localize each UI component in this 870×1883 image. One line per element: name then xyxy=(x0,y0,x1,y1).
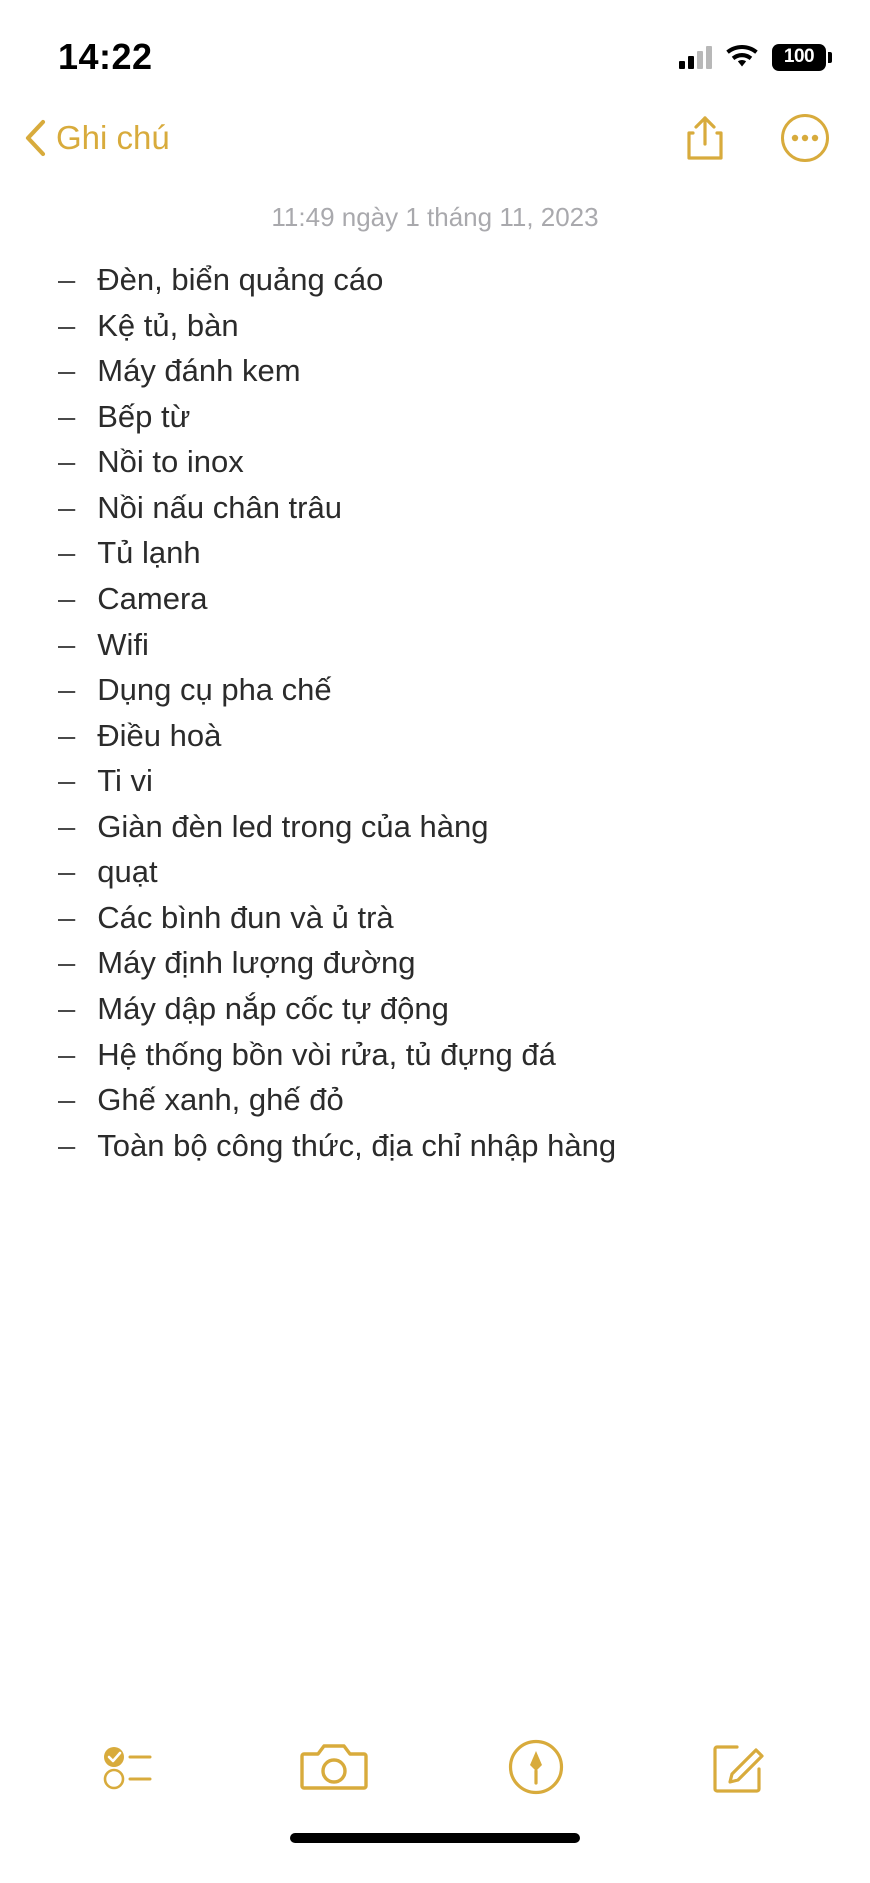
chevron-left-icon xyxy=(24,119,46,157)
bullet-dash: – xyxy=(58,1082,76,1118)
bullet-dash: – xyxy=(58,262,76,297)
battery-icon xyxy=(772,44,826,71)
list-item-text: Các bình đun và ủ trà xyxy=(97,899,394,935)
nav-actions xyxy=(680,113,830,163)
list-item-text: Giàn đèn led trong của hàng xyxy=(97,808,489,844)
bullet-dash: – xyxy=(58,808,76,844)
compose-button[interactable] xyxy=(704,1732,774,1802)
checklist-icon xyxy=(100,1742,162,1792)
bullet-dash: – xyxy=(58,626,76,662)
list-item[interactable] xyxy=(58,940,812,986)
status-time: 14:22 xyxy=(58,36,153,77)
list-item[interactable] xyxy=(58,667,812,713)
list-item-text: Dụng cụ pha chế xyxy=(97,672,332,708)
list-item[interactable] xyxy=(58,713,812,759)
list-item[interactable] xyxy=(58,1032,812,1078)
more-ellipsis-icon xyxy=(780,113,830,163)
status-indicators xyxy=(679,44,826,71)
bullet-dash: – xyxy=(58,899,76,935)
list-item-text: Kệ tủ, bàn xyxy=(97,307,239,343)
note-list[interactable] xyxy=(0,257,870,1168)
bullet-dash: – xyxy=(58,854,76,890)
bullet-dash: – xyxy=(58,353,76,389)
bullet-dash: – xyxy=(58,763,76,799)
camera-icon xyxy=(300,1740,368,1794)
list-item[interactable] xyxy=(58,849,812,895)
list-item-text: Toàn bộ công thức, địa chỉ nhập hàng xyxy=(97,1127,617,1163)
list-item[interactable] xyxy=(58,895,812,941)
list-item-text: Máy định lượng đường xyxy=(97,945,416,981)
more-options-button[interactable] xyxy=(780,113,830,163)
list-item-text: Điều hoà xyxy=(97,717,222,753)
list-item-text: Hệ thống bồn vòi rửa, tủ đựng đá xyxy=(97,1036,556,1072)
list-item[interactable] xyxy=(58,986,812,1032)
bullet-dash: – xyxy=(58,1127,76,1163)
bullet-dash: – xyxy=(58,444,76,480)
home-indicator-area xyxy=(0,1827,870,1883)
list-item[interactable] xyxy=(58,530,812,576)
share-button[interactable] xyxy=(680,113,730,163)
bullet-dash: – xyxy=(58,672,76,708)
bullet-dash: – xyxy=(58,717,76,753)
list-item[interactable] xyxy=(58,576,812,622)
wifi-icon xyxy=(726,45,758,69)
bullet-dash: – xyxy=(58,535,76,571)
status-bar xyxy=(0,0,870,96)
list-item-text: Máy dập nắp cốc tự động xyxy=(97,991,449,1026)
list-item[interactable] xyxy=(58,485,812,531)
list-item-text: Camera xyxy=(97,580,208,616)
list-item[interactable] xyxy=(58,758,812,804)
bullet-dash: – xyxy=(58,945,76,981)
note-content[interactable] xyxy=(0,180,870,1707)
list-item-text: Ghế xanh, ghế đỏ xyxy=(97,1082,344,1118)
list-item-text: Wifi xyxy=(97,626,149,662)
list-item[interactable] xyxy=(58,622,812,668)
bullet-dash: – xyxy=(58,398,76,434)
list-item-text: Ti vi xyxy=(97,763,153,799)
navigation-bar xyxy=(0,96,870,180)
compose-icon xyxy=(711,1739,767,1795)
back-button-label: Ghi chú xyxy=(56,119,170,156)
list-item-text: Bếp từ xyxy=(97,398,191,434)
bullet-dash: – xyxy=(58,991,76,1026)
markup-pen-icon xyxy=(508,1739,564,1795)
list-item-text: Nồi nấu chân trâu xyxy=(97,489,342,525)
list-item-text: Nồi to inox xyxy=(97,444,244,480)
list-item-text: Máy đánh kem xyxy=(97,353,301,389)
checklist-button[interactable] xyxy=(96,1732,166,1802)
battery-percent: 100 xyxy=(783,46,815,67)
markup-button[interactable] xyxy=(501,1732,571,1802)
list-item[interactable] xyxy=(58,1123,812,1169)
list-item-text: Đèn, biển quảng cáo xyxy=(97,262,384,297)
list-item[interactable] xyxy=(58,257,812,303)
list-item[interactable] xyxy=(58,303,812,349)
share-icon xyxy=(685,114,725,162)
list-item[interactable] xyxy=(58,394,812,440)
note-timestamp: 11:49 ngày 1 tháng 11, 2023 xyxy=(271,202,599,232)
bullet-dash: – xyxy=(58,489,76,525)
list-item[interactable] xyxy=(58,348,812,394)
cellular-signal-icon xyxy=(679,45,712,69)
bullet-dash: – xyxy=(58,1036,76,1072)
list-item[interactable] xyxy=(58,1077,812,1123)
camera-button[interactable] xyxy=(299,1732,369,1802)
bottom-toolbar xyxy=(0,1707,870,1827)
list-item[interactable] xyxy=(58,439,812,485)
list-item-text: quạt xyxy=(97,854,158,890)
back-button[interactable] xyxy=(24,119,170,157)
bullet-dash: – xyxy=(58,307,76,343)
home-indicator[interactable] xyxy=(290,1833,580,1843)
bullet-dash: – xyxy=(58,580,76,616)
list-item[interactable] xyxy=(58,804,812,850)
list-item-text: Tủ lạnh xyxy=(97,535,201,571)
